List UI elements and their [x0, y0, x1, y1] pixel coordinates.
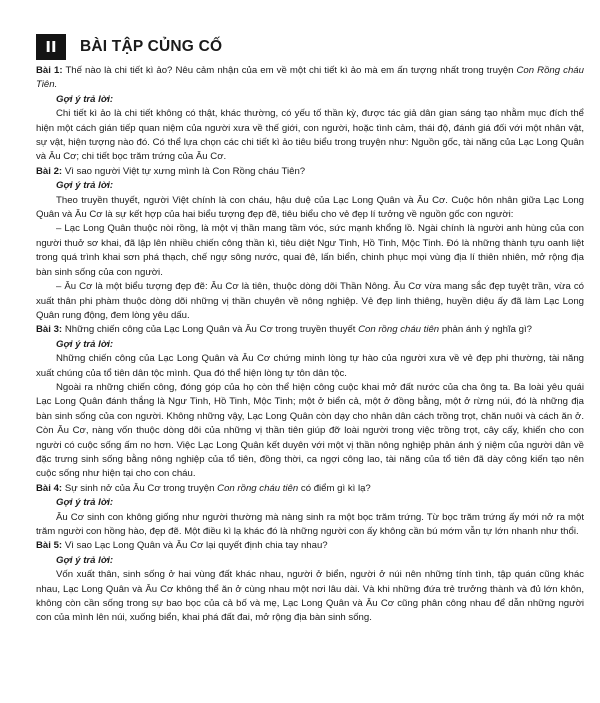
answer-paragraph: Những chiến công của Lạc Long Quân và Âu Cơ chứng minh lòng tự hào của người xưa về vẻ đẹp phi thường, tài năng xuất chúng của tổ tiên dân tộc mình. Qua đó thể hiện lòng tự tôn dân tộc. [36, 353, 584, 379]
answer-label: Gợi ý trả lời: [56, 93, 114, 105]
question-text: Vì sao người Việt tự xưng mình là Con Rồng cháu Tiên? [64, 165, 306, 177]
answer-paragraph: Vốn xuất thân, sinh sống ở hai vùng đất khác nhau, người ở biển, người ở núi nên những tính tình, tập quán cũng khác nhau, Lạc Long Quân và Âu Cơ không thể ăn ở cùng nhau một nơi lâu dài. Và khi những đứa trẻ trưởng thành và đủ lớn khôn, không còn cần sống trong sự bao bọc của cả bố và mẹ, Lạc Long Quân và Âu Cơ cũng phân công nhau để dẫn những người con của mình lên núi, xuống biển, khai phá đất đai, mở rộng địa bàn sinh sống. [36, 569, 584, 624]
answer-paragraph: Chi tiết kì ảo là chi tiết không có thật, khác thường, có yếu tố thần kỳ, được tác giả dân gian sáng tạo nhằm mục đích thể hiện một cách gián tiếp quan niệm của người xưa về thế giới, con người, hoặc tình cảm, thái độ, đánh giá đối với một nhân vật, sự vật, hiện tượng nào đó. Có thể lựa chọn các chi tiết kì ảo tiêu biểu trong truyện như: Nguồn gốc, tài năng của Lạc Long Quân và Âu Cơ; chi tiết bọc trăm trứng của Âu Cơ. [36, 108, 584, 163]
question-text: Những chiến công của Lạc Long Quân và Âu Cơ trong truyền thuyết [64, 324, 356, 336]
question-3 [36, 323, 584, 337]
question-5 [36, 539, 584, 553]
question-label: Bài 4: [36, 482, 63, 494]
work-title: Con Rồng cháu Tiên. [36, 65, 584, 91]
answer-paragraph: – Âu Cơ là một biểu tượng đẹp đẽ: Âu Cơ là tiên, thuộc dòng dõi Thần Nông. Âu Cơ vừa mang sắc đẹp tuyệt trần, vừa có xuất thân phi phàm thuộc dòng dõi những vị thần chuyên về nông nghiệp. Vẻ đẹp linh thiêng, huyền diệu ấy đã làm Lạc Long Quân rung động, đem lòng yêu dấu. [36, 281, 584, 321]
question-text-suffix: phản ánh ý nghĩa gì? [441, 324, 532, 336]
question-label: Bài 1: [36, 65, 63, 76]
question-1 [36, 64, 584, 93]
question-2 [36, 165, 584, 179]
work-title: Con rồng cháu tiên [217, 482, 299, 494]
question-label: Bài 2: [36, 165, 63, 177]
exercise-content [36, 64, 584, 626]
question-text: Vì sao Lạc Long Quân và Âu Cơ lại quyết định chia tay nhau? [64, 540, 328, 552]
answer-paragraph: Âu Cơ sinh con không giống như người thường mà nàng sinh ra một bọc trăm trứng. Từ bọc trăm trứng ấy mới nở ra một trăm người con hồng hào, đẹp đẽ. Một điều kì lạ khác đó là những người con ấy không cần bú mớm vẫn tự lớn nhanh như thổi. [36, 511, 584, 537]
answer-paragraph: Theo truyền thuyết, người Việt chính là con cháu, hậu duệ của Lạc Long Quân và Âu Cơ. Cuộc hôn nhân giữa Lạc Long Quân và Âu Cơ là sự kết hợp của hai biểu tượng đẹp đẽ, tiêu biểu cho vẻ đẹp lí tưởng về nguồn gốc con người: [36, 194, 584, 221]
answer-paragraph: Ngoài ra những chiến công, đóng góp của họ còn thể hiện công cuộc khai mở đất nước của cha ông ta. Ba loài yêu quái Lạc Long Quân đánh thắng là Ngư Tinh, Hồ Tinh, Mộc Tinh; một ở biển cả, một ở đồng bằng, một ở rừng núi, đó là những địa bàn sinh sống của con người. Không những vậy, Lạc Long Quân còn dạy cho nhân dân cách trồng trọt, chăn nuôi và cách ăn ở. Còn Âu Cơ, nàng vốn thuộc dòng dõi của những vị thần tiên giúp đỡ loài người trong việc trồng trọt, cây cấy, khiến cho con người có cuộc sống ấm no hơn. Việc Lạc Long Quân kết duyên với một vị thần nông nghiệp phản ánh ý niệm của người dân về đặc trưng sinh sống bằng nông nghiệp của tổ tiên, đồng thời, ca ngợi công lao, tài năng của tổ tiên đã dày công kiến tạo nên cuộc sống như hiện tại cho con cháu. [36, 381, 584, 480]
answer-label: Gợi ý trả lời: [56, 497, 114, 509]
answer-label: Gợi ý trả lời: [56, 180, 114, 192]
section-title: BÀI TẬP CỦNG CỐ [80, 38, 223, 55]
section-header [36, 34, 222, 60]
answer-paragraph: – Lạc Long Quân thuộc nòi rồng, là một vị thần mang tầm vóc, sức mạnh khổng lồ. Ngài chính là người anh hùng của con người thuở sơ khai, đã lập lên nhiều chiến công thần kì, tiêu diệt Ngư Tinh, Hồ Tinh, Mộc Tinh. Đó là những thành tựu oanh liệt trong quá trình khai sơn phá thạch, chế ngự sông nước, quai đê, lấn biển, chinh phục mọi vùng địa lí thiên nhiên, mở rộng địa bàn sinh sống của con người. [36, 223, 584, 278]
section-number-badge: II [36, 34, 66, 60]
answer-label: Gợi ý trả lời: [56, 338, 114, 350]
question-text-suffix: có điểm gì kì lạ? [300, 482, 371, 494]
question-text: Sự sinh nở của Âu Cơ trong truyện [64, 482, 215, 494]
question-label: Bài 3: [36, 324, 63, 336]
answer-label: Gợi ý trả lời: [56, 554, 114, 566]
work-title: Con rồng cháu tiên [358, 324, 440, 336]
question-label: Bài 5: [36, 540, 63, 552]
question-text: Thế nào là chi tiết kì ảo? Nêu cảm nhận của em về một chi tiết kì ảo mà em ấn tượng nhất trong truyện [65, 65, 514, 76]
question-4 [36, 482, 584, 496]
